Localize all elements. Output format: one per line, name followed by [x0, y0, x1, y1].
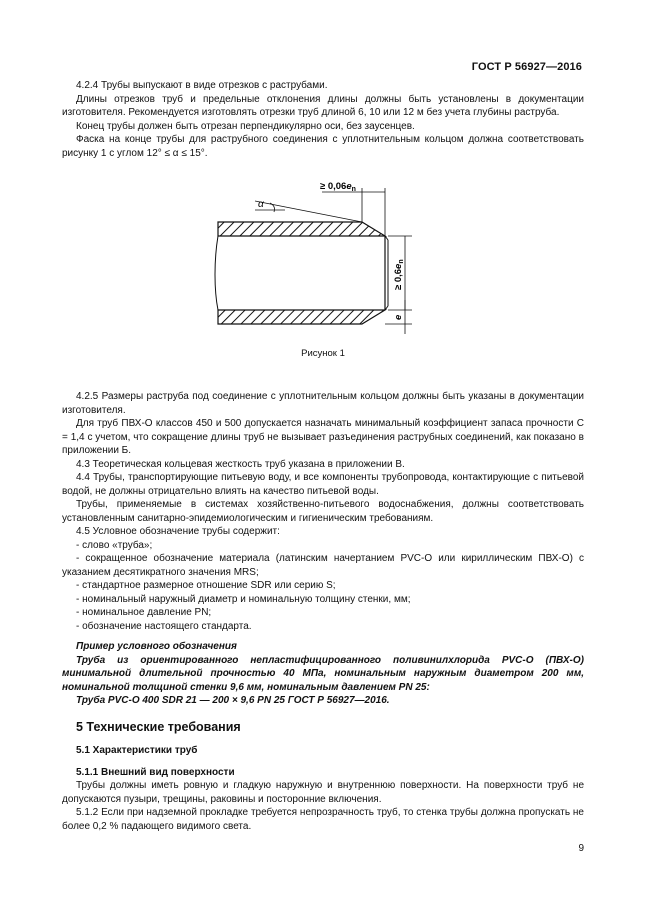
chamfer-depth-label: ≥ $0,06e_n$: [320, 181, 356, 193]
list-item: - номинальное давление PN;: [76, 607, 212, 618]
section-5-1-1-title: 5.1.1 Внешний вид поверхности: [76, 766, 235, 778]
paragraph: 4.3 Теоретическая кольцевая жесткость труб указана в приложении В.: [76, 458, 405, 470]
chamfer-height-label: ≥ $0,6e_n$: [393, 259, 405, 290]
list-item: - стандартное размерное отношение SDR или серию S;: [76, 580, 336, 591]
section-5-1-title: 5.1 Характеристики труб: [76, 745, 198, 756]
paragraph: 5.1.2 Если при надземной прокладке требуется непрозрачность труб, то стенка трубы должна пропускать не более 0,2 % падающего видимого света.: [62, 807, 584, 832]
example-text: Труба из ориентированного непластифицированного поливинилхлорида PVC-O (ПВХ-О) минимальной длительной прочностью 40 МПа, номинальным наружным диаметром 200 мм, номинальной толщиной стенки 9,6 мм, номинальным давлением PN 25:: [62, 654, 584, 693]
list-item: - слово «труба»;: [76, 539, 153, 551]
paragraph: 4.4 Трубы, транспортирующие питьевую воду, и все компоненты трубопровода, контактирующие с питьевой водой, не должны отрицательно влиять на качество питьевой воды.: [62, 472, 584, 497]
list-item: - обозначение настоящего стандарта.: [76, 620, 252, 632]
wall-thickness-label: e: [393, 314, 404, 320]
paragraph: Трубы должны иметь ровную и гладкую наружную и внутреннюю поверхности. На поверхности труб не допускаются пузыри, трещины, раковины и посторонние включения.: [62, 780, 584, 805]
pipe-chamfer-figure: [0, 0, 646, 346]
example-title: Пример условного обозначения: [76, 641, 237, 652]
pipe-wall-bottom: [218, 310, 385, 324]
paragraph: 4.2.5 Размеры раструба под соединение с уплотнительным кольцом должны быть указаны в документации изготовителя.: [62, 391, 584, 416]
section-5-title: 5 Технические требования: [76, 719, 241, 734]
list-item: - сокращенное обозначение материала (латинским начертанием PVC-O или кириллическим ПВХ-О) с указанием десятикратного значения MRS;: [62, 553, 584, 578]
paragraph: 4.2.4 Трубы выпускают в виде отрезков с раструбами.: [76, 80, 328, 91]
paragraph: Длины отрезков труб и предельные отклонения длины должны быть установлены в документации изготовителя. Рекомендуется изготовлять отрезки труб длиной 6, 10 или 12 м без учета глубины раструба.: [62, 93, 584, 118]
paragraph: Трубы, применяемые в системах хозяйственно-питьевого водоснабжения, должны соответствовать установленным санитарно-эпидемиологическим и гигиеническим требованиям.: [62, 499, 584, 524]
paragraph: 4.5 Условное обозначение трубы содержит:: [76, 526, 280, 537]
paragraph: Фаска на конце трубы для раструбного соединения с уплотнительным кольцом должна соответствовать рисунку 1 с углом 12° ≤ α ≤ 15°.: [62, 134, 584, 159]
pipe-break-line: [215, 236, 218, 310]
angle-label: α: [258, 199, 264, 210]
sections-4-2-5-to-5: [62, 390, 584, 833]
list-item: - номинальный наружный диаметр и номинальную толщину стенки, мм;: [76, 593, 411, 605]
document-number: ГОСТ Р 56927—2016: [471, 61, 582, 73]
page-number: 9: [578, 843, 584, 854]
example-designation: Труба PVC-O 400 SDR 21 — 200 × 9,6 PN 25 ГОСТ Р 56927—2016.: [76, 695, 390, 706]
pipe-wall-top: [218, 222, 385, 236]
figure-caption: Рисунок 1: [301, 348, 345, 359]
paragraph: Для труб ПВХ-О классов 450 и 500 допускается назначать минимальный коэффициент запаса прочности C = 1,4 с учетом, что сокращение длины труб не вызывает разъединения раструбных соединений, как показано в приложении Б.: [62, 418, 584, 456]
paragraph: Конец трубы должен быть отрезан перпендикулярно оси, без заусенцев.: [76, 120, 415, 132]
angle-ref-line: [255, 201, 362, 222]
